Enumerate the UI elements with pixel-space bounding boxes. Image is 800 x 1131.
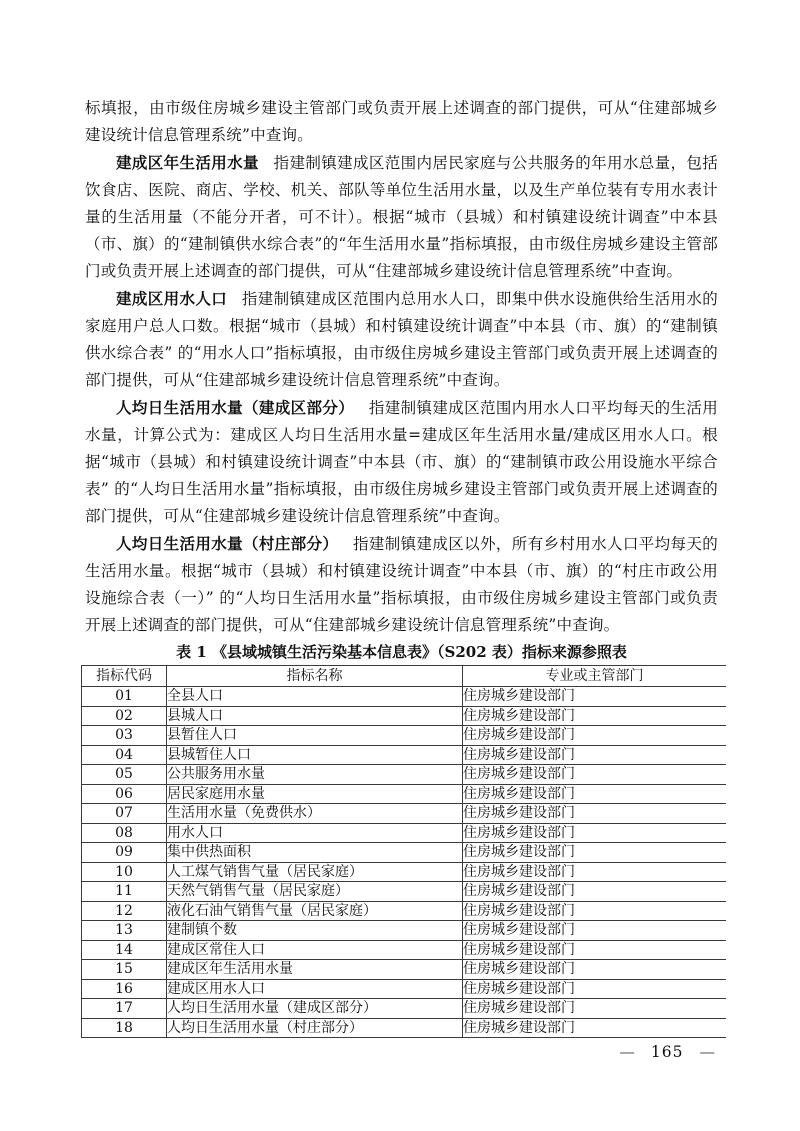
table-row xyxy=(82,940,727,960)
row-department: 住房城乡建设部门 xyxy=(463,882,727,902)
row-department: 住房城乡建设部门 xyxy=(463,843,727,863)
term-label: 人均日生活用水量（村庄部分） xyxy=(116,534,339,553)
paragraph-continuation xyxy=(85,95,718,149)
row-indicator-code: 09 xyxy=(82,843,167,863)
row-indicator-name: 生活用水量（免费供水） xyxy=(167,804,463,824)
paragraph-built-area-water-population xyxy=(85,285,718,394)
row-indicator-code: 01 xyxy=(82,687,167,707)
row-indicator-code: 14 xyxy=(82,940,167,960)
row-indicator-name: 天然气销售气量（居民家庭） xyxy=(167,882,463,902)
table-row xyxy=(82,804,727,824)
row-indicator-code: 16 xyxy=(82,979,167,999)
row-indicator-code: 06 xyxy=(82,784,167,804)
table-row xyxy=(82,784,727,804)
column-header-indicator-name: 指标名称 xyxy=(167,666,463,687)
page-content xyxy=(85,95,718,1038)
row-indicator-code: 04 xyxy=(82,745,167,765)
row-indicator-name: 居民家庭用水量 xyxy=(167,784,463,804)
table-row xyxy=(82,843,727,863)
row-indicator-code: 08 xyxy=(82,823,167,843)
row-indicator-code: 05 xyxy=(82,765,167,785)
table-row xyxy=(82,823,727,843)
row-department: 住房城乡建设部门 xyxy=(463,862,727,882)
column-header-department: 专业或主管部门 xyxy=(463,666,727,687)
table-row xyxy=(82,745,727,765)
row-department: 住房城乡建设部门 xyxy=(463,979,727,999)
table-title: 表 1 《县域城镇生活污染基本信息表》（S202 表）指标来源参照表 xyxy=(176,643,627,661)
row-indicator-code: 07 xyxy=(82,804,167,824)
row-department: 住房城乡建设部门 xyxy=(463,745,727,765)
row-indicator-code: 18 xyxy=(82,1018,167,1038)
row-department: 住房城乡建设部门 xyxy=(463,823,727,843)
paragraph-per-capita-daily-water-village xyxy=(85,530,718,639)
row-indicator-name: 建成区年生活用水量 xyxy=(167,960,463,980)
row-indicator-name: 建成区常住人口 xyxy=(167,940,463,960)
row-indicator-name: 县暂住人口 xyxy=(167,726,463,746)
row-indicator-code: 10 xyxy=(82,862,167,882)
row-indicator-name: 全县人口 xyxy=(167,687,463,707)
table-row xyxy=(82,901,727,921)
row-indicator-name: 人工煤气销售气量（居民家庭） xyxy=(167,862,463,882)
table-row xyxy=(82,882,727,902)
row-indicator-name: 集中供热面积 xyxy=(167,843,463,863)
row-department: 住房城乡建设部门 xyxy=(463,687,727,707)
row-indicator-name: 建成区用水人口 xyxy=(167,979,463,999)
table-row xyxy=(82,862,727,882)
row-department: 住房城乡建设部门 xyxy=(463,706,727,726)
paragraph-per-capita-daily-water-built-area xyxy=(85,394,718,530)
row-indicator-code: 02 xyxy=(82,706,167,726)
paragraph-built-area-annual-water xyxy=(85,149,718,285)
column-header-indicator-code: 指标代码 xyxy=(82,666,167,687)
row-indicator-name: 液化石油气销售气量（居民家庭） xyxy=(167,901,463,921)
row-indicator-name: 用水人口 xyxy=(167,823,463,843)
table-row xyxy=(82,706,727,726)
page-number: 165 xyxy=(650,1043,684,1061)
table-row xyxy=(82,687,727,707)
row-department: 住房城乡建设部门 xyxy=(463,960,727,980)
row-indicator-name: 县城人口 xyxy=(167,706,463,726)
table-row xyxy=(82,921,727,941)
row-department: 住房城乡建设部门 xyxy=(463,940,727,960)
row-department: 住房城乡建设部门 xyxy=(463,804,727,824)
row-indicator-name: 公共服务用水量 xyxy=(167,765,463,785)
table-row xyxy=(82,979,727,999)
table-row xyxy=(82,960,727,980)
row-department: 住房城乡建设部门 xyxy=(463,999,727,1019)
row-department: 住房城乡建设部门 xyxy=(463,901,727,921)
row-department: 住房城乡建设部门 xyxy=(463,784,727,804)
row-indicator-name: 县城暂住人口 xyxy=(167,745,463,765)
row-department: 住房城乡建设部门 xyxy=(463,921,727,941)
footer-dash-left: — xyxy=(619,1043,635,1061)
footer-dash-right: — xyxy=(699,1043,715,1061)
row-department: 住房城乡建设部门 xyxy=(463,1018,727,1038)
term-label: 人均日生活用水量（建成区部分） xyxy=(116,398,355,417)
paragraph-text: 指建制镇建成区范围内总用水人口，即集中供水设施供给生活用水的家庭用户总人口数。根据“城市（县城）和村镇建设统计调查”中本县（市、旗）的“建制镇供水综合表” 的“用水人口”指标填报，由市级住房城乡建设主管部门或负责开展上述调查的部门提供，可从“住建部城乡建设统计信息管理系统”中查询。 xyxy=(85,290,718,389)
indicator-source-table xyxy=(81,665,726,1038)
table-row xyxy=(82,1018,727,1038)
row-indicator-code: 15 xyxy=(82,960,167,980)
row-indicator-name: 建制镇个数 xyxy=(167,921,463,941)
table-header-row xyxy=(82,666,727,687)
row-indicator-name: 人均日生活用水量（建成区部分） xyxy=(167,999,463,1019)
row-department: 住房城乡建设部门 xyxy=(463,726,727,746)
row-indicator-name: 人均日生活用水量（村庄部分） xyxy=(167,1018,463,1038)
page-footer xyxy=(619,1042,715,1062)
table-row xyxy=(82,999,727,1019)
table-row xyxy=(82,765,727,785)
row-indicator-code: 03 xyxy=(82,726,167,746)
row-indicator-code: 11 xyxy=(82,882,167,902)
term-label: 建成区用水人口 xyxy=(116,289,228,308)
paragraph-text: 指建制镇建成区范围内用水人口平均每天的生活用水量，计算公式为：建成区人均日生活用水量=建成区年生活用水量/建成区用水人口。根据“城市（县城）和村镇建设统计调查”中本县（市、旗）的“建制镇市政公用设施水平综合表” 的“人均日生活用水量”指标填报，由市级住房城乡建设主管部门或负责开展上述调查的部门提供，可从“住建部城乡建设统计信息管理系统”中查询。 xyxy=(85,399,718,525)
row-indicator-code: 12 xyxy=(82,901,167,921)
table-body xyxy=(82,687,727,1038)
paragraph-text: 指建制镇建成区范围内居民家庭与公共服务的年用水总量，包括饮食店、医院、商店、学校、机关、部队等单位生活用水量，以及生产单位装有专用水表计量的生活用量（不能分开者，可不计）。根据“城市（县城）和村镇建设统计调查”中本县（市、旗）的“建制镇供水综合表”的“年生活用水量”指标填报，由市级住房城乡建设主管部门或负责开展上述调查的部门提供，可从“住建部城乡建设统计信息管理系统”中查询。 xyxy=(85,154,718,280)
paragraph-text: 指建制镇建成区以外，所有乡村用水人口平均每天的生活用水量。根据“城市（县城）和村镇建设统计调查”中本县（市、旗）的“村庄市政公用设施综合表（一）” 的“人均日生活用水量”指标填报，由市级住房城乡建设主管部门或负责开展上述调查的部门提供，可从“住建部城乡建设统计信息管理系统”中查询。 xyxy=(85,535,718,634)
row-department: 住房城乡建设部门 xyxy=(463,765,727,785)
term-label: 建成区年生活用水量 xyxy=(116,153,259,172)
paragraph-text: 标填报，由市级住房城乡建设主管部门或负责开展上述调查的部门提供，可从“住建部城乡建设统计信息管理系统”中查询。 xyxy=(85,99,718,144)
row-indicator-code: 17 xyxy=(82,999,167,1019)
row-indicator-code: 13 xyxy=(82,921,167,941)
table-row xyxy=(82,726,727,746)
